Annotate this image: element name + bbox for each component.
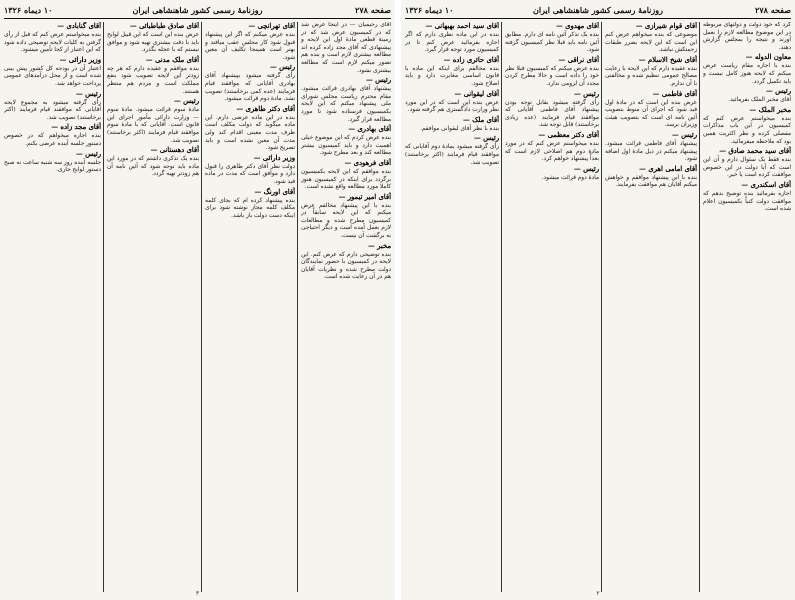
speaker-heading: آقای مجد زاده — xyxy=(51,123,101,132)
right-page-marker: ۲ xyxy=(596,590,600,597)
left-running-header xyxy=(4,3,391,17)
speaker-heading: آقای مهدوی — xyxy=(555,22,599,30)
speaker-heading: آقای ملک — xyxy=(462,115,499,124)
speaker-heading: مخبر — xyxy=(368,241,391,250)
body-paragraph: بنده توضیحی دارم که عرض کنم. این لایحه در کمیسیون با حضور نمایندگان دولت مطرح شده و نظریات آقایان هم در آن رعایت شده است. xyxy=(301,251,391,281)
right-running-header xyxy=(405,3,791,17)
speaker-heading: آقای اورنگ — xyxy=(254,187,295,196)
speaker-heading: آقای گنابادی — xyxy=(57,22,101,30)
left-column-divider-1 xyxy=(297,22,298,592)
body-paragraph: رأی گرفته میشود به مجموع لایحه آقایانی که موافقند قیام فرمایند (اکثر برخاستند) تصویب شد. xyxy=(4,99,101,121)
body-paragraph: دولت نظر آقای دکتر طاهری را قبول دارد و موافق است که مدت در ماده قید شود. xyxy=(205,163,295,185)
body-paragraph: جلسه آینده روز سه شنبه ساعت نه صبح دستور لوایح جاری. xyxy=(4,159,101,174)
body-paragraph: بنده با این پیشنهاد موافقم و خواهش میکنم آقایان هم موافقت بفرمایند. xyxy=(605,174,697,189)
body-paragraph: بنده با این پیشنهاد مخالفم عرض میکنم که این لایحه سابقاً در کمیسیون مطرح شده و مطالعات لازم بعمل آمده است و دیگر احتیاجی به برگشت آن نیست. xyxy=(301,202,391,240)
body-paragraph: رأی گرفته میشود بقابل توجه بودن پیشنهاد آقای فاطمی آقایانی که موافقند قیام فرمایند (عده زیادی برخاستند) قابل توجه شد. xyxy=(505,99,599,129)
speaker-heading: رئیس — xyxy=(573,89,599,98)
body-paragraph: بنده میخواستم عرض کنم که در مورد مادهٔ دوم هم اصلاحی لازم است که بعداً پیشنهاد خواهم کرد. xyxy=(505,140,599,163)
right-date: ۱۰ دیماه ۱۳۲۶ xyxy=(405,5,454,15)
speaker-heading: رئیس — xyxy=(765,87,791,96)
speaker-heading: رئیس — xyxy=(75,89,101,98)
speaker-heading: رئیس — xyxy=(269,63,295,72)
right-column-4 xyxy=(405,22,499,594)
body-paragraph: بنده میخواستم عرض کنم که قبل از رأی گرفتن به کلیات لایحه توضیحی داده شود که این اعتبار از کجا تأمین میشود. xyxy=(4,32,101,54)
speaker-heading: آقای بهادری — xyxy=(348,125,391,134)
left-column-1 xyxy=(301,22,391,594)
body-paragraph: بنده یک تذکری داشتم که در مورد این ماده باید توجه شود که آئین نامه آن هم زودتر تهیه گردد. xyxy=(107,156,199,178)
right-column-divider-3 xyxy=(501,22,502,592)
body-paragraph: اعتبار آن در بودجه کل کشور پیش بینی شده است و از محل درآمدهای عمومی پرداخت خواهد شد. xyxy=(4,65,101,87)
speaker-heading: آقای تهرانچی — xyxy=(248,22,295,30)
speaker-heading: مخبر الملک — xyxy=(749,105,791,114)
speaker-heading: آقای ملک مدنی — xyxy=(145,55,199,64)
body-paragraph: بنده مخالفم برای اینکه این ماده با قانون اساسی مغایرت دارد و باید اصلاح شود. xyxy=(405,65,499,87)
speaker-heading: آقای حائری زاده — xyxy=(443,55,499,64)
body-paragraph: بنده عرض میکنم که کمیسیون قبلا نظر خود را داده است و حالا مطرح کردن مجدد آن لزومی ندارد. xyxy=(505,65,599,87)
right-publication-title: روزنامهٔ رسمی کشور شاهنشاهی ایران xyxy=(533,5,663,15)
right-page xyxy=(401,0,795,600)
speaker-heading: آقای نراقی — xyxy=(558,55,599,64)
body-paragraph: بنده با اجازه مقام ریاست عرض میکنم که لایحه هنوز کامل نیست و باید تکمیل گردد. xyxy=(703,63,791,85)
body-paragraph: مادهٔ سوم قرائت میشود. مادهٔ سوم — وزارت دارائی مأمور اجرای این قانون است. آقایانی که با مادهٔ سوم موافقند قیام فرمایند (اکثر برخاستند) تصویب شد. xyxy=(107,107,199,144)
body-paragraph: بنده در این ماده عرضی دارم. این ماده میگوید که دولت مکلف است ظرف مدت معینی اقدام کند ولی مدت آن معین نشده است و باید تصریح شود. xyxy=(205,114,295,152)
speaker-heading: رئیس — xyxy=(365,76,391,85)
right-column-1 xyxy=(703,22,791,594)
body-paragraph: آقای رحیمیان — در اینجا عرض شد که در کمیسیون عرض شد که در زمینهٔ قطعی مادهٔ اول این لایحه و پیشنهادی که آقای مجد زاده کرده اند مطالعه بیشتری لازم است و بنده هم تصور میکنم لازم است که مطالعه بیشتری بشود. xyxy=(301,22,391,74)
left-date: ۱۰ دیماه ۱۳۲۶ xyxy=(4,5,53,15)
body-paragraph: بنده میخواستم عرض کنم که کمیسیون در این باب مذاکرات مفصلی کرده و نظر اکثریت همین بود که ملاحظه میفرمائید. xyxy=(703,115,791,145)
right-page-number: صفحه ۲۷۸ xyxy=(755,5,791,15)
right-header-rule xyxy=(405,18,791,19)
speaker-heading: آقای قوام شیرازی — xyxy=(635,22,697,30)
body-paragraph: بنده موافقم که این لایحه بکمیسیون برگردد برای اینکه در کمیسیون هنوز کاملا مورد مطالعه واقع نشده است. xyxy=(301,168,391,191)
speaker-heading: رئیس — xyxy=(473,134,499,143)
body-paragraph: عرض بنده این است که در مادهٔ اول قید شود که اجرای آن منوط بتصویب آئین نامه ای است که بتصویب هیئت وزیران برسد. xyxy=(605,99,697,129)
speaker-heading: آقای فرهودی — xyxy=(344,158,391,167)
right-column-3 xyxy=(505,22,599,594)
left-column-2 xyxy=(205,22,295,594)
right-column-2 xyxy=(605,22,697,594)
speaker-heading: آقای امامی اهری — xyxy=(639,164,697,173)
body-paragraph: عرض بنده این است که در این مورد نظر وزارت دادگستری هم گرفته شود. xyxy=(405,99,499,114)
body-paragraph: رأی گرفته میشود بپیشنهاد آقای بهادری آقایانی که موافقند قیام فرمایند (عده کمی برخاستند) تصویب نشد. مادهٔ دوم قرائت میشود. xyxy=(205,73,295,103)
speaker-heading: آقای دکتر معظمی — xyxy=(538,130,599,139)
left-page-number: صفحه ۲۷۸ xyxy=(355,5,391,15)
body-paragraph: بنده یک تذکر آئین نامه ای دارم. مطابق آئین نامه باید قبلا نظر کمیسیون گرفته شود. xyxy=(505,32,599,54)
left-header-rule xyxy=(4,18,391,19)
left-column-divider-3 xyxy=(103,22,104,592)
speaker-heading: آقای سید محمد صادق — xyxy=(719,147,791,156)
body-paragraph: بنده عرض کردم که این موضوع خیلی اهمیت دارد و باید کمیسیون بیشتر مطالعه کند و بعد مطرح شود. xyxy=(301,135,391,157)
body-paragraph: بنده عرض میکنم که اگر این پیشنهاد قبول شود کار مجلس عقب میافتد و بهتر است همینجا تکلیف آن معین شود. xyxy=(205,32,295,61)
body-paragraph: پیشنهاد آقای فاطمی قرائت میشود. پیشنهاد میکنم در ذیل مادهٔ اول اضافه شود. xyxy=(605,140,697,163)
body-paragraph: کرد که خود دولت و دولتهای مربوطه در این موضوع مطالعه لازم را بعمل آورند و نتیجه را بمجلس گزارش دهند. xyxy=(703,22,791,51)
body-paragraph: بنده پیشنهاد کرده ام که بجای کلمه مکلف کلمه مجاز نوشته شود برای اینکه دست دولت باز باشد. xyxy=(205,197,295,219)
speaker-heading: رئیس — xyxy=(75,149,101,158)
body-paragraph: بنده با نظر آقای لیقوانی موافقم. xyxy=(420,125,499,132)
left-publication-title: روزنامهٔ رسمی کشور شاهنشاهی ایران xyxy=(132,5,263,15)
right-column-divider-2 xyxy=(601,22,602,592)
body-paragraph: موضوعی که بنده میخواهم عرض کنم این است که این لایحه بضرر طبقات زحمتکش نباشد. xyxy=(605,32,697,54)
speaker-heading: آقای اسکندری — xyxy=(741,180,791,189)
speaker-heading: آقای لیقوانی — xyxy=(454,89,499,98)
speaker-heading: رئیس — xyxy=(671,130,697,139)
body-paragraph: بنده در این ماده نظری دارم که اگر اجازه بفرمائید عرض کنم تا در کمیسیون مورد توجه قرار گیرد. xyxy=(405,32,499,54)
left-page-marker: ۳ xyxy=(195,590,200,597)
speaker-heading: آقای صادق طباطبائی — xyxy=(129,22,199,30)
speaker-heading: آقای دهستانی — xyxy=(150,146,199,155)
left-column-divider-2 xyxy=(201,22,202,592)
body-paragraph: بنده موافقم و عقیده دارم که هر چه زودتر این لایحه تصویب شود بنفع مملکت است و مردم هم منتظر هستند. xyxy=(107,65,199,95)
speaker-heading: رئیس — xyxy=(173,97,199,106)
speaker-heading: وزیر دارائی — xyxy=(253,153,295,162)
body-paragraph: بنده اجازه میخواهم که در خصوص دستور جلسه آینده عرضی بکنم. xyxy=(4,133,101,147)
body-paragraph: پیشنهاد آقای بهادری قرائت میشود. مقام محترم ریاست مجلس شورای ملی پیشنهاد میکنم که این لایحه بکمیسیون فرستاده شود تا مورد مطالعه قرار گیرد. xyxy=(301,86,391,123)
body-paragraph: بنده عقیده دارم که این لایحه با رعایت مصالح عمومی تنظیم شده و مخالفتی با آن ندارم. xyxy=(605,65,697,87)
speaker-heading: رئیس — xyxy=(573,164,599,173)
body-paragraph: مادهٔ دوم قرائت میشود. xyxy=(541,174,599,181)
body-paragraph: رأی گرفته میشود بمادهٔ دوم آقایانی که موافقند قیام فرمایند (اکثر برخاستند) تصویب شد. xyxy=(405,144,499,166)
body-paragraph: آقای مخبر الملک بفرمائید. xyxy=(728,97,791,104)
right-column-divider-1 xyxy=(699,22,700,592)
left-column-4 xyxy=(4,22,101,594)
speaker-heading: وزیر دارائی — xyxy=(59,55,101,64)
speaker-heading: آقای امیر تیمور — xyxy=(338,192,391,201)
speaker-heading: آقای فاطمی — xyxy=(652,89,697,98)
left-column-3 xyxy=(107,22,199,594)
speaker-heading: آقای سید احمد بهبهانی — xyxy=(425,22,499,30)
speaker-heading: آقای دکتر طاهری — xyxy=(236,104,295,113)
body-paragraph: بنده فقط یک سئوال دارم و آن این است که آیا دولت در این خصوص موافقت کرده است یا خیر. xyxy=(703,157,791,179)
speaker-heading: معاون الدوله — xyxy=(745,53,791,62)
speaker-heading: آقای شیخ الاسلام — xyxy=(638,55,697,64)
left-page xyxy=(0,0,395,600)
body-paragraph: اجازه بفرمائید بنده توضیح بدهم که موافقت دولت کتباً بکمیسیون اعلام شده است. xyxy=(703,190,791,213)
body-paragraph: عرض بنده این است که این قبیل لوایح باید با دقت بیشتری تهیه شود و موافق نیستم که با عجله بگذرد. xyxy=(107,32,199,54)
